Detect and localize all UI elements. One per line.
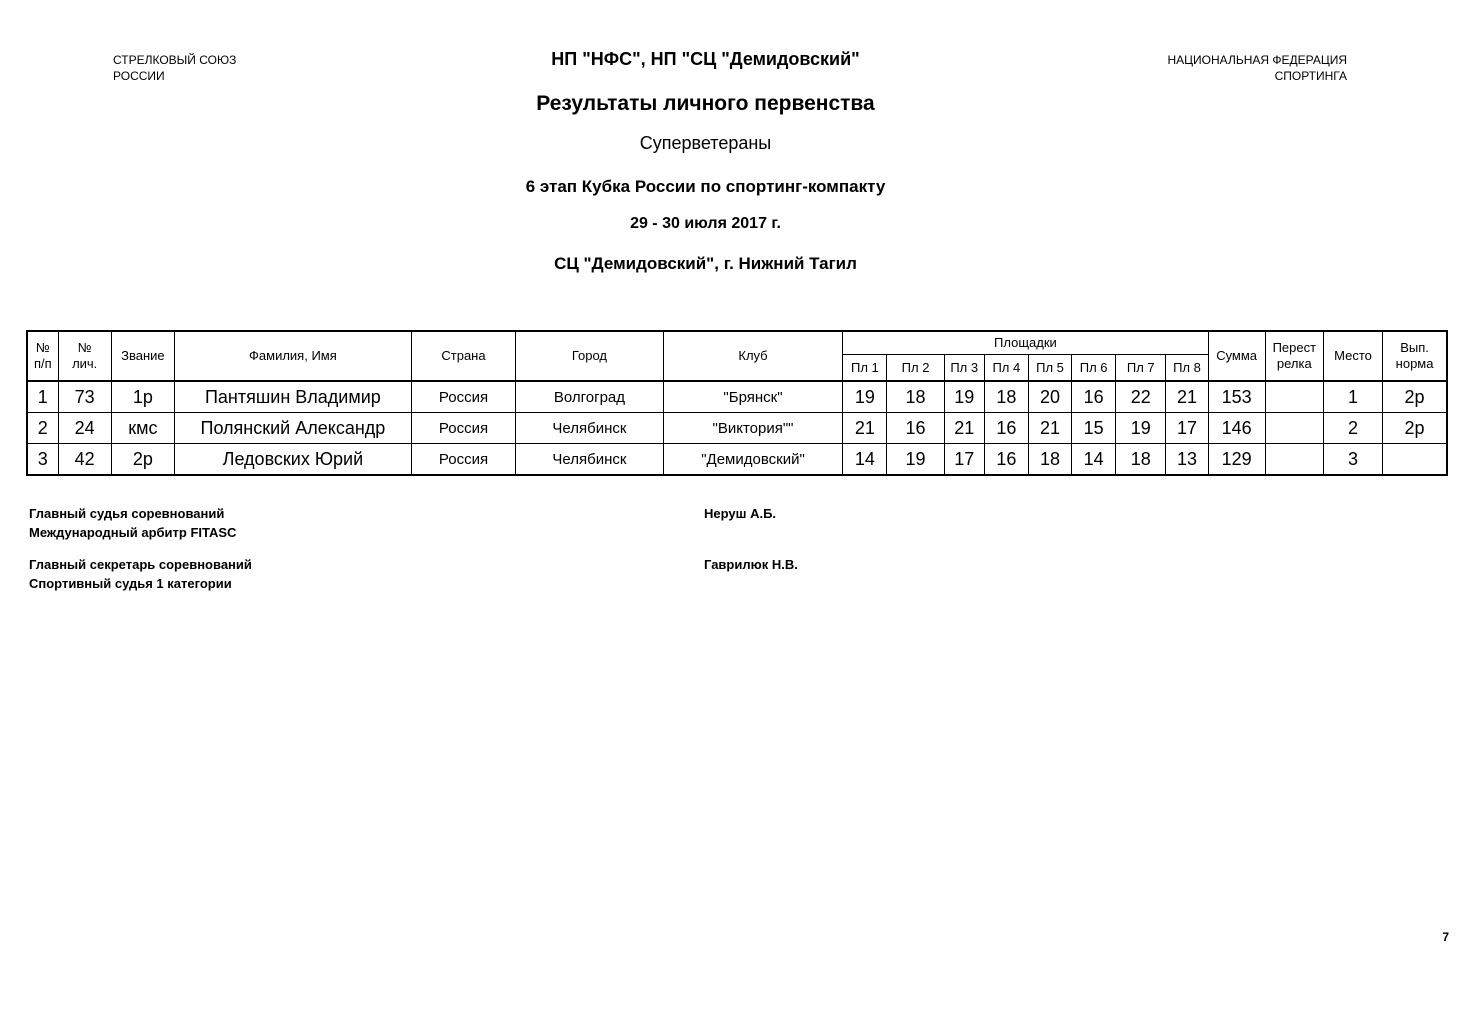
cell-rank: 2р (111, 444, 174, 476)
cell-club: "Брянск" (663, 381, 843, 413)
cell-num: 2 (27, 413, 58, 444)
table-row (27, 444, 1447, 476)
secretary-role: Главный секретарь соревнований (29, 557, 252, 572)
judge-role: Главный судья соревнований (29, 506, 225, 521)
cell-score: 21 (1028, 413, 1071, 444)
judge-title: Международный арбитр FITASC (29, 525, 237, 540)
cell-place: 1 (1323, 381, 1382, 413)
cell-score: 22 (1116, 381, 1166, 413)
col-field-4: Пл 4 (984, 355, 1028, 381)
secretary-name: Гаврилюк Н.В. (704, 557, 798, 572)
cell-score: 18 (1028, 444, 1071, 476)
cell-score: 19 (887, 444, 944, 476)
cell-total: 153 (1208, 381, 1265, 413)
col-total: Сумма (1208, 331, 1265, 381)
event-dates: 29 - 30 июля 2017 г. (630, 215, 781, 232)
cell-score: 20 (1028, 381, 1071, 413)
col-field-7: Пл 7 (1116, 355, 1166, 381)
event-venue: СЦ "Демидовский", г. Нижний Тагил (554, 254, 857, 273)
cell-country: Россия (411, 381, 515, 413)
cell-rank: 1р (111, 381, 174, 413)
col-rank: Звание (111, 331, 174, 381)
col-bib: № лич. (58, 331, 111, 381)
cell-place: 2 (1323, 413, 1382, 444)
cell-score: 14 (843, 444, 887, 476)
right-org-line2: СПОРТИНГА (1274, 69, 1347, 83)
cell-score: 18 (887, 381, 944, 413)
cell-score: 18 (984, 381, 1028, 413)
table-row (27, 413, 1447, 444)
left-org-line1: СТРЕЛКОВЫЙ СОЮЗ (113, 53, 237, 67)
cell-score: 15 (1072, 413, 1116, 444)
cell-city: Волгоград (516, 381, 664, 413)
cell-score: 14 (1072, 444, 1116, 476)
cell-norm: 2р (1383, 413, 1447, 444)
cell-score: 17 (944, 444, 984, 476)
col-club: Клуб (663, 331, 843, 381)
col-name: Фамилия, Имя (174, 331, 411, 381)
cell-score: 21 (1166, 381, 1208, 413)
cell-score: 17 (1166, 413, 1208, 444)
cell-shootoff (1265, 413, 1323, 444)
col-city: Город (516, 331, 664, 381)
cell-score: 13 (1166, 444, 1208, 476)
page-number: 7 (1442, 930, 1449, 944)
cell-score: 21 (944, 413, 984, 444)
cell-city: Челябинск (516, 413, 664, 444)
cell-club: "Виктория"" (663, 413, 843, 444)
cell-bib: 24 (58, 413, 111, 444)
cell-bib: 73 (58, 381, 111, 413)
cell-score: 16 (984, 413, 1028, 444)
cell-country: Россия (411, 413, 515, 444)
cell-score: 19 (843, 381, 887, 413)
cell-rank: кмс (111, 413, 174, 444)
col-field-8: Пл 8 (1166, 355, 1208, 381)
cell-score: 16 (887, 413, 944, 444)
event-title: 6 этап Кубка России по спортинг-компакту (525, 177, 886, 196)
col-field-5: Пл 5 (1028, 355, 1071, 381)
col-shootoff: Перест релка (1265, 331, 1323, 381)
col-field-3: Пл 3 (944, 355, 984, 381)
cell-score: 19 (944, 381, 984, 413)
cell-num: 3 (27, 444, 58, 476)
left-org-line2: РОССИИ (113, 69, 165, 83)
organizers-heading: НП "НФС", НП "СЦ "Демидовский" (551, 49, 860, 69)
col-field-1: Пл 1 (843, 355, 887, 381)
col-field-6: Пл 6 (1072, 355, 1116, 381)
cell-total: 129 (1208, 444, 1265, 476)
col-country: Страна (411, 331, 515, 381)
judge-name: Неруш А.Б. (704, 506, 777, 521)
col-norm: Вып. норма (1383, 331, 1447, 381)
cell-total: 146 (1208, 413, 1265, 444)
cell-score: 19 (1116, 413, 1166, 444)
col-num: № п/п (27, 331, 58, 381)
cell-shootoff (1265, 381, 1323, 413)
table-row (27, 381, 1447, 413)
col-place: Место (1323, 331, 1382, 381)
cell-score: 16 (1072, 381, 1116, 413)
cell-country: Россия (411, 444, 515, 476)
cell-score: 16 (984, 444, 1028, 476)
cell-num: 1 (27, 381, 58, 413)
results-table (26, 330, 1448, 476)
cell-place: 3 (1323, 444, 1382, 476)
cell-name: Ледовских Юрий (174, 444, 411, 476)
cell-score: 18 (1116, 444, 1166, 476)
cell-norm (1383, 444, 1447, 476)
cell-name: Пантяшин Владимир (174, 381, 411, 413)
col-fields-group: Площадки (843, 331, 1208, 355)
secretary-block (29, 555, 252, 593)
cell-shootoff (1265, 444, 1323, 476)
cell-name: Полянский Александр (174, 413, 411, 444)
page-title: Результаты личного первенства (536, 92, 875, 115)
category-subtitle: Суперветераны (639, 133, 772, 153)
cell-bib: 42 (58, 444, 111, 476)
cell-score: 21 (843, 413, 887, 444)
secretary-title: Спортивный судья 1 категории (29, 576, 232, 591)
col-field-2: Пл 2 (887, 355, 944, 381)
right-org-line1: НАЦИОНАЛЬНАЯ ФЕДЕРАЦИЯ (1167, 53, 1347, 67)
cell-city: Челябинск (516, 444, 664, 476)
cell-norm: 2р (1383, 381, 1447, 413)
judge-block (29, 504, 236, 542)
cell-club: "Демидовский" (663, 444, 843, 476)
